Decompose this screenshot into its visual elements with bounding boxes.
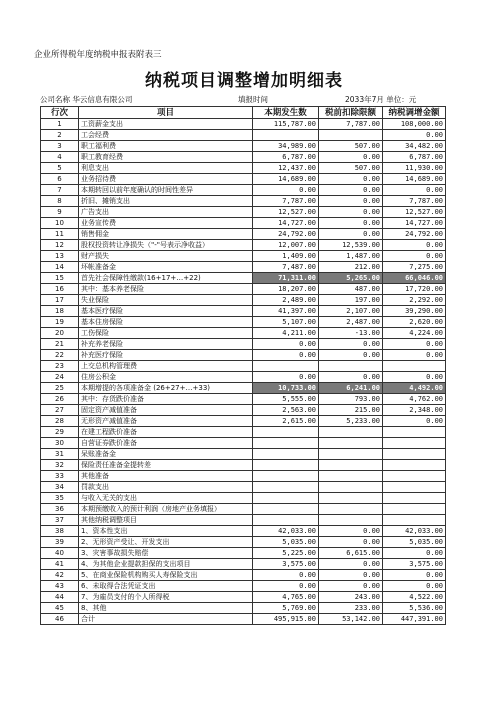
table-row [41,218,446,229]
line-no-cell: 6 [41,174,79,185]
table-row [41,460,446,471]
adjust-amount-cell: 7,787.00 [383,196,446,207]
adjust-amount-cell [383,504,446,515]
item-cell: 业务宣传费 [79,218,253,229]
current-amount-cell: 18,207.00 [253,284,319,295]
item-cell: 补充养老保险 [79,339,253,350]
item-cell: 保险责任准备金提转差 [79,460,253,471]
current-amount-cell: 1,409.00 [253,251,319,262]
col-header-line-no: 行次 [41,107,79,119]
line-no-cell: 38 [41,526,79,537]
line-no-cell: 31 [41,449,79,460]
current-amount-cell: 0.00 [253,581,319,592]
table-row [41,119,446,130]
deduction-limit-cell [319,460,383,471]
current-amount-cell [253,471,319,482]
current-amount-cell: 2,615.00 [253,416,319,427]
item-cell: 业务招待费 [79,174,253,185]
deduction-limit-cell: 233.00 [319,603,383,614]
item-cell: 6、未取得合法凭证支出 [79,581,253,592]
table-row [41,372,446,383]
table-row [41,548,446,559]
deduction-limit-cell: 7,787.00 [319,119,383,130]
current-amount-cell: 24,792.00 [253,229,319,240]
deduction-limit-cell: 197.00 [319,295,383,306]
adjust-amount-cell: 0.00 [383,548,446,559]
deduction-limit-cell [319,449,383,460]
item-cell: 合计 [79,614,253,625]
line-no-cell: 9 [41,207,79,218]
item-cell: 销售佣金 [79,229,253,240]
current-amount-cell: 4,765.00 [253,592,319,603]
adjust-amount-cell: 42,033.00 [383,526,446,537]
adjust-amount-cell: 7,275.00 [383,262,446,273]
table-row [41,339,446,350]
deduction-limit-cell: 0.00 [319,537,383,548]
item-cell: 与收入无关的支出 [79,493,253,504]
item-cell: 工伤保险 [79,328,253,339]
item-cell: 股权投资转让净损失（"-"号表示净收益） [79,240,253,251]
deduction-limit-cell: 0.00 [319,196,383,207]
current-amount-cell: 2,489.00 [253,295,319,306]
current-amount-cell: 7,787.00 [253,196,319,207]
col-header-current-amount: 本期发生数 [253,107,319,119]
current-amount-cell: 2,563.00 [253,405,319,416]
adjust-amount-cell [383,361,446,372]
current-amount-cell: 0.00 [253,570,319,581]
adjust-amount-cell: 3,575.00 [383,559,446,570]
deduction-limit-cell: 5,265.00 [319,273,383,284]
line-no-cell: 44 [41,592,79,603]
adjust-amount-cell: 5,536.00 [383,603,446,614]
adjust-amount-cell: 66,046.00 [383,273,446,284]
item-cell: 1、资本性支出 [79,526,253,537]
item-cell: 8、其他 [79,603,253,614]
deduction-limit-cell [319,504,383,515]
deduction-limit-cell: 0.00 [319,581,383,592]
table-row [41,559,446,570]
adjust-amount-cell [383,515,446,526]
item-cell: 职工教育经费 [79,152,253,163]
current-amount-cell: 12,007.00 [253,240,319,251]
col-header-deduction-limit: 税前扣除限额 [319,107,383,119]
line-no-cell: 25 [41,383,79,394]
line-no-cell: 8 [41,196,79,207]
current-amount-cell [253,427,319,438]
adjust-amount-cell: 14,689.00 [383,174,446,185]
item-cell: 其中：基本养老保险 [79,284,253,295]
deduction-limit-cell: 0.00 [319,229,383,240]
table-row [41,240,446,251]
table-row [41,581,446,592]
item-cell: 在建工程跌价准备 [79,427,253,438]
deduction-limit-cell: 0.00 [319,570,383,581]
item-cell: 4、为其他企业提款担保的支出项目 [79,559,253,570]
deduction-limit-cell: 12,539.00 [319,240,383,251]
item-cell: 3、灾害事故损失赔偿 [79,548,253,559]
deduction-limit-cell: 212.00 [319,262,383,273]
adjust-amount-cell: 447,391.00 [383,614,446,625]
adjust-amount-cell: 0.00 [383,251,446,262]
current-amount-cell: 0.00 [253,185,319,196]
current-amount-cell: 12,437.00 [253,163,319,174]
adjust-amount-cell [383,427,446,438]
table-row [41,284,446,295]
table-row [41,262,446,273]
line-no-cell: 23 [41,361,79,372]
item-cell: 其中：存货跌价准备 [79,394,253,405]
line-no-cell: 18 [41,306,79,317]
deduction-limit-cell [319,515,383,526]
deduction-limit-cell: 0.00 [319,185,383,196]
current-amount-cell [253,460,319,471]
current-amount-cell: 34,989.00 [253,141,319,152]
table-row [41,416,446,427]
adjust-amount-cell: 2,620.00 [383,317,446,328]
table-row [41,295,446,306]
current-amount-cell: 4,211.00 [253,328,319,339]
current-amount-cell: 12,527.00 [253,207,319,218]
item-cell: 5、在商业保险机构购买人寿保险支出 [79,570,253,581]
line-no-cell: 5 [41,163,79,174]
current-amount-cell: 5,225.00 [253,548,319,559]
table-row [41,317,446,328]
deduction-limit-cell: 507.00 [319,141,383,152]
deduction-limit-cell: 2,487.00 [319,317,383,328]
current-amount-cell: 3,575.00 [253,559,319,570]
table-row [41,361,446,372]
current-amount-cell [253,515,319,526]
table-row [41,471,446,482]
table-row [41,306,446,317]
deduction-limit-cell: -13.00 [319,328,383,339]
deduction-limit-cell: 215.00 [319,405,383,416]
table-row [41,328,446,339]
table-row [41,185,446,196]
current-amount-cell: 10,733.00 [253,383,319,394]
adjust-amount-cell: 17,720.00 [383,284,446,295]
deduction-limit-cell: 0.00 [319,152,383,163]
adjust-amount-cell: 0.00 [383,581,446,592]
table-header-row [41,107,446,119]
table-row [41,526,446,537]
deduction-limit-cell: 6,241.00 [319,383,383,394]
current-amount-cell: 6,787.00 [253,152,319,163]
table-row [41,196,446,207]
adjust-amount-cell: 4,492.00 [383,383,446,394]
deduction-limit-cell: 53,142.00 [319,614,383,625]
item-cell: 本期预缴收入的预计利润（房地产业务填报） [79,504,253,515]
deduction-limit-cell: 793.00 [319,394,383,405]
adjust-amount-cell: 4,224.00 [383,328,446,339]
deduction-limit-cell: 2,107.00 [319,306,383,317]
table-row [41,427,446,438]
item-cell: 基本医疗保险 [79,306,253,317]
current-amount-cell: 0.00 [253,372,319,383]
item-cell: 工资薪金支出 [79,119,253,130]
current-amount-cell: 14,689.00 [253,174,319,185]
current-amount-cell: 14,727.00 [253,218,319,229]
current-amount-cell: 5,107.00 [253,317,319,328]
deduction-limit-cell: 6,615.00 [319,548,383,559]
deduction-limit-cell: 507.00 [319,163,383,174]
adjust-amount-cell: 0.00 [383,570,446,581]
table-row [41,592,446,603]
adjust-amount-cell: 24,792.00 [383,229,446,240]
line-no-cell: 24 [41,372,79,383]
table-row [41,163,446,174]
company-name: 公司名称 华云信息有限公司 [40,95,133,104]
current-amount-cell: 7,487.00 [253,262,319,273]
line-no-cell: 3 [41,141,79,152]
adjust-amount-cell: 39,290.00 [383,306,446,317]
current-amount-cell [253,482,319,493]
item-cell: 职工福利费 [79,141,253,152]
adjust-amount-cell: 12,527.00 [383,207,446,218]
item-cell: 本期转回以前年度确认的时间性差异 [79,185,253,196]
line-no-cell: 26 [41,394,79,405]
deduction-limit-cell [319,438,383,449]
line-no-cell: 4 [41,152,79,163]
current-amount-cell [253,493,319,504]
item-cell: 7、为雇员支付的个人所得税 [79,592,253,603]
col-header-item: 项目 [79,107,253,119]
deduction-limit-cell: 0.00 [319,559,383,570]
current-amount-cell [253,449,319,460]
adjust-amount-cell: 0.00 [383,372,446,383]
line-no-cell: 34 [41,482,79,493]
deduction-limit-cell: 0.00 [319,207,383,218]
item-cell: 固定资产减值准备 [79,405,253,416]
line-no-cell: 13 [41,251,79,262]
current-amount-cell: 0.00 [253,339,319,350]
item-cell: 折旧、摊销支出 [79,196,253,207]
deduction-limit-cell [319,493,383,504]
table-row [41,603,446,614]
deduction-limit-cell [319,471,383,482]
item-cell: 基本住房保险 [79,317,253,328]
adjust-amount-cell: 0.00 [383,240,446,251]
adjust-amount-cell: 2,348.00 [383,405,446,416]
adjustment-table [40,106,446,625]
line-no-cell: 36 [41,504,79,515]
line-no-cell: 45 [41,603,79,614]
current-amount-cell: 41,397.00 [253,306,319,317]
deduction-limit-cell [319,361,383,372]
period-value: 2033年7月 单位：元 [345,95,417,104]
table-row [41,350,446,361]
line-no-cell: 28 [41,416,79,427]
item-cell: 罚款支出 [79,482,253,493]
table-row [41,515,446,526]
table-row [41,504,446,515]
current-amount-cell: 115,787.00 [253,119,319,130]
line-no-cell: 20 [41,328,79,339]
line-no-cell: 16 [41,284,79,295]
current-amount-cell: 5,769.00 [253,603,319,614]
adjust-amount-cell: 11,930.00 [383,163,446,174]
line-no-cell: 27 [41,405,79,416]
table-row [41,207,446,218]
deduction-limit-cell: 0.00 [319,350,383,361]
item-cell: 补充医疗保险 [79,350,253,361]
line-no-cell: 40 [41,548,79,559]
deduction-limit-cell: 487.00 [319,284,383,295]
item-cell: 本期增提的各项准备金 (26+27+…+33) [79,383,253,394]
line-no-cell: 30 [41,438,79,449]
deduction-limit-cell: 0.00 [319,372,383,383]
current-amount-cell: 5,035.00 [253,537,319,548]
line-no-cell: 32 [41,460,79,471]
item-cell: 首先社会保障性缴款(16+17+…+22) [79,273,253,284]
adjust-amount-cell: 0.00 [383,339,446,350]
line-no-cell: 7 [41,185,79,196]
adjust-amount-cell: 0.00 [383,185,446,196]
table-row [41,130,446,141]
deduction-limit-cell: 0.00 [319,218,383,229]
item-cell: 坏帐准备金 [79,262,253,273]
line-no-cell: 19 [41,317,79,328]
adjust-amount-cell: 14,727.00 [383,218,446,229]
adjust-amount-cell [383,438,446,449]
line-no-cell: 29 [41,427,79,438]
table-row [41,251,446,262]
line-no-cell: 39 [41,537,79,548]
adjust-amount-cell: 4,522.00 [383,592,446,603]
deduction-limit-cell: 1,487.00 [319,251,383,262]
table-row [41,174,446,185]
page-title: 纳税项目调整增加明细表 [145,71,343,91]
item-cell: 利息支出 [79,163,253,174]
current-amount-cell: 0.00 [253,350,319,361]
deduction-limit-cell: 243.00 [319,592,383,603]
deduction-limit-cell: 5,233.00 [319,416,383,427]
deduction-limit-cell [319,427,383,438]
line-no-cell: 1 [41,119,79,130]
line-no-cell: 33 [41,471,79,482]
item-cell: 失业保险 [79,295,253,306]
current-amount-cell: 42,033.00 [253,526,319,537]
line-no-cell: 22 [41,350,79,361]
table-row [41,405,446,416]
item-cell: 2、无形资产受让、开发支出 [79,537,253,548]
deduction-limit-cell [319,130,383,141]
current-amount-cell [253,438,319,449]
item-cell: 无形资产减值准备 [79,416,253,427]
table-row [41,229,446,240]
table-row [41,438,446,449]
adjust-amount-cell: 0.00 [383,350,446,361]
adjust-amount-cell: 4,762.00 [383,394,446,405]
deduction-limit-cell: 0.00 [319,174,383,185]
adjust-amount-cell [383,482,446,493]
adjust-amount-cell [383,493,446,504]
line-no-cell: 12 [41,240,79,251]
current-amount-cell: 5,555.00 [253,394,319,405]
adjust-amount-cell: 2,292.00 [383,295,446,306]
table-row [41,152,446,163]
item-cell: 广告支出 [79,207,253,218]
item-cell: 呆账准备金 [79,449,253,460]
item-cell: 财产损失 [79,251,253,262]
deduction-limit-cell [319,482,383,493]
current-amount-cell [253,361,319,372]
current-amount-cell [253,504,319,515]
table-row [41,394,446,405]
adjust-amount-cell: 0.00 [383,416,446,427]
adjust-amount-cell [383,471,446,482]
current-amount-cell: 495,915.00 [253,614,319,625]
line-no-cell: 42 [41,570,79,581]
adjust-amount-cell: 34,482.00 [383,141,446,152]
item-cell: 其他纳税调整项目 [79,515,253,526]
adjust-amount-cell [383,460,446,471]
table-row [41,273,446,284]
line-no-cell: 2 [41,130,79,141]
adjust-amount-cell: 6,787.00 [383,152,446,163]
item-cell: 上交总机构管理费 [79,361,253,372]
deduction-limit-cell: 0.00 [319,339,383,350]
line-no-cell: 43 [41,581,79,592]
current-amount-cell: 71,311.00 [253,273,319,284]
col-header-adjust-amount: 纳税调增金额 [383,107,446,119]
adjust-amount-cell: 108,000.00 [383,119,446,130]
table-row [41,449,446,460]
current-amount-cell [253,130,319,141]
line-no-cell: 21 [41,339,79,350]
line-no-cell: 10 [41,218,79,229]
line-no-cell: 37 [41,515,79,526]
period-label: 填报时间 [238,95,268,104]
adjust-amount-cell [383,449,446,460]
table-row [41,482,446,493]
table-row [41,614,446,625]
table-row [41,383,446,394]
item-cell: 自营证券跌价准备 [79,438,253,449]
line-no-cell: 17 [41,295,79,306]
item-cell: 工会经费 [79,130,253,141]
deduction-limit-cell: 0.00 [319,526,383,537]
adjust-amount-cell: 5,035.00 [383,537,446,548]
line-no-cell: 15 [41,273,79,284]
line-no-cell: 41 [41,559,79,570]
table-row [41,570,446,581]
adjust-amount-cell: 0.00 [383,130,446,141]
form-subtitle: 企业所得税年度纳税申报表附表三 [34,50,162,60]
item-cell: 其他准备 [79,471,253,482]
line-no-cell: 14 [41,262,79,273]
line-no-cell: 46 [41,614,79,625]
table-row [41,493,446,504]
table-row [41,141,446,152]
item-cell: 住房公积金 [79,372,253,383]
table-row [41,537,446,548]
line-no-cell: 35 [41,493,79,504]
line-no-cell: 11 [41,229,79,240]
